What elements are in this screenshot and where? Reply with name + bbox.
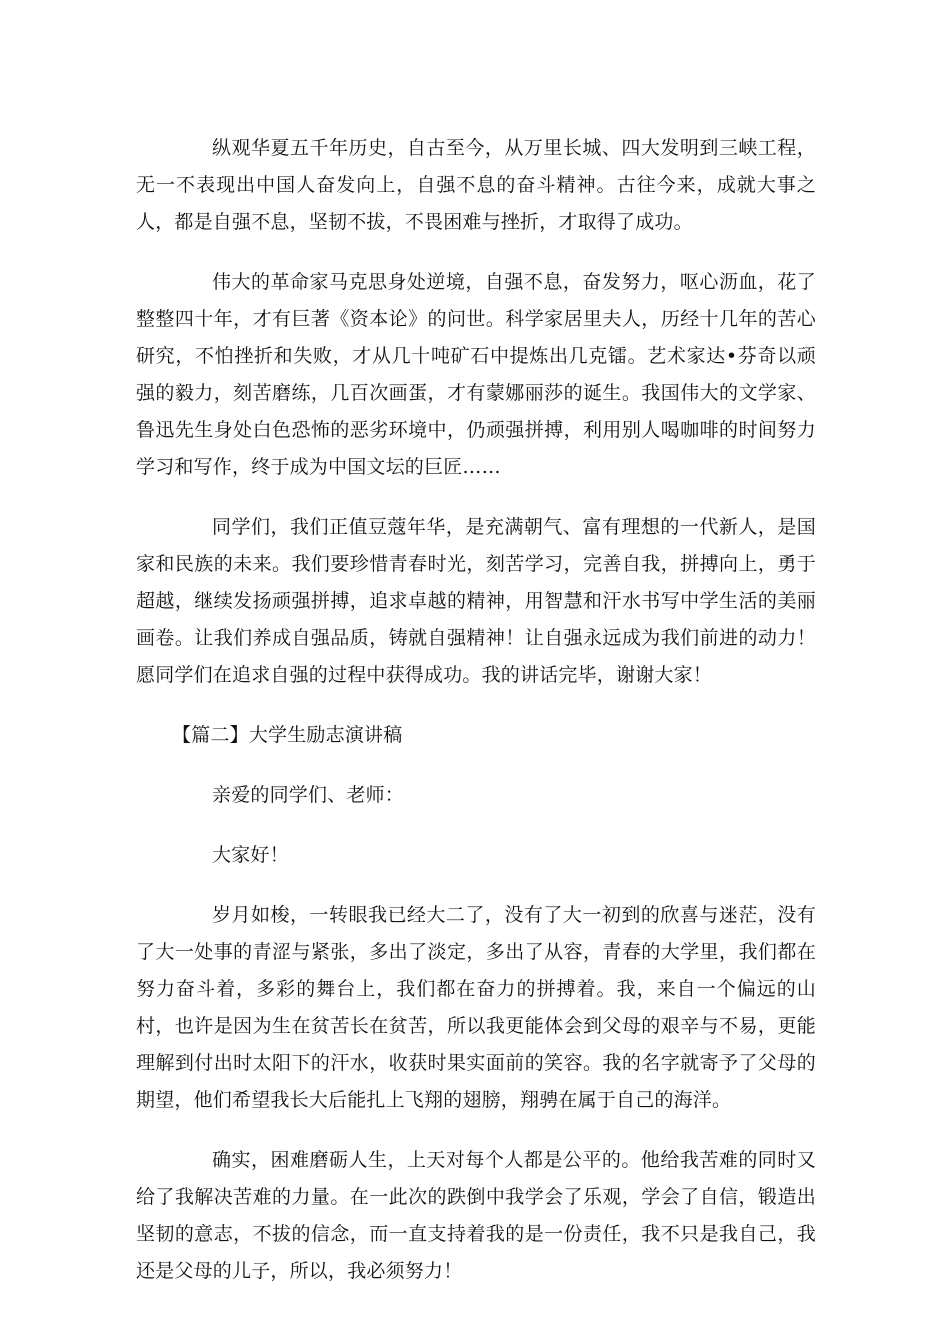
document-body [136, 130, 816, 1313]
paragraph-hardship: 确实，困难磨砺人生，上天对每个人都是公平的。他给我苦难的同时又给了我解决苦难的力量。在一此次的跌倒中我学会了乐观，学会了自信，锻造出坚韧的意志，不拔的信念，而一直支持着我的是一份责任，我不只是我自己，我还是父母的儿子，所以，我必须努力！ [136, 1149, 816, 1282]
paragraph-history: 纵观华夏五千年历史，自古至今，从万里长城、四大发明到三峡工程，无一不表现出中国人奋发向上，自强不息的奋斗精神。古往今来，成就大事之人，都是自强不息，坚韧不拔，不畏困难与挫折，才取得了成功。 [136, 137, 816, 233]
paragraph-salutation: 亲爱的同学们、老师： [212, 784, 405, 806]
paragraph-examples: 伟大的革命家马克思身处逆境，自强不息，奋发努力，呕心沥血，花了整整四十年，才有巨著《资本论》的问世。科学家居里夫人，历经十几年的苦心研究，不怕挫折和失败，才从几十吨矿石中提炼出几克镭。艺术家达•芬奇以顽强的毅力，刻苦磨练，几百次画蛋，才有蒙娜丽莎的诞生。我国伟大的文学家、鲁迅先生身处白色恐怖的恶劣环境中，仍顽强拼搏，利用别人喝咖啡的时间努力学习和写作，终于成为中国文坛的巨匠…… [136, 271, 816, 478]
section-heading: 【篇二】大学生励志演讲稿 [172, 724, 403, 746]
paragraph-college-life: 岁月如梭，一转眼我已经大二了，没有了大一初到的欣喜与迷茫，没有了大一处事的青涩与紧张，多出了淡定，多出了从容，青春的大学里，我们都在努力奋斗着，多彩的舞台上，我们都在奋力的拼搏着。我，来自一个偏远的山村，也许是因为生在贫苦长在贫苦，所以我更能体会到父母的艰辛与不易，更能理解到付出时太阳下的汗水，收获时果实面前的笑容。我的名字就寄予了父母的期望，他们希望我长大后能扎上飞翔的翅膀，翔骋在属于自己的海洋。 [136, 904, 816, 1111]
paragraph-greeting: 大家好！ [212, 844, 289, 866]
paragraph-students: 同学们，我们正值豆蔻年华，是充满朝气、富有理想的一代新人，是国家和民族的未来。我们要珍惜青春时光，刻苦学习，完善自我，拼搏向上，勇于超越，继续发扬顽强拼搏，追求卓越的精神，用智慧和汗水书写中学生活的美丽画卷。让我们养成自强品质，铸就自强精神！让自强永远成为我们前进的动力！愿同学们在追求自强的过程中获得成功。我的讲话完毕，谢谢大家！ [136, 516, 816, 686]
